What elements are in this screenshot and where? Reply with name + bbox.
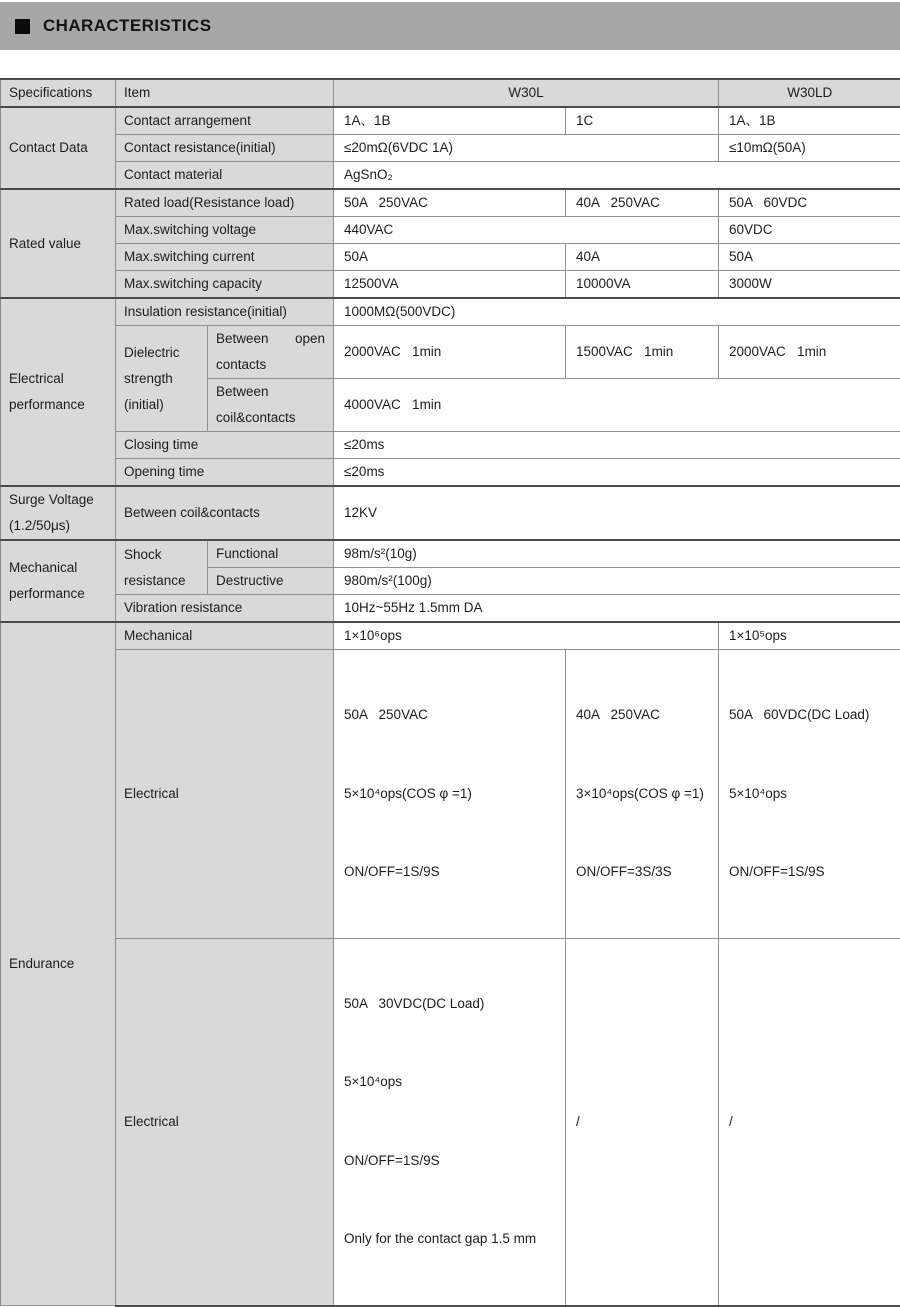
table-row [1, 326, 900, 379]
header-w30ld: W30LD [719, 79, 900, 107]
value-line: 5×10⁴ops [729, 781, 891, 808]
table-row [1, 595, 900, 623]
value-opening-time: ≤20ms [334, 459, 900, 487]
table-row [1, 189, 900, 217]
item-between-open-contacts: Between open contacts [208, 326, 334, 379]
value-resistance-w30l: ≤20mΩ(6VDC 1A) [334, 135, 719, 162]
item-opening-time: Opening time [116, 459, 334, 487]
section-title-bar [0, 2, 900, 50]
value-endurance-mechanical-w30ld: 1×10⁵ops [719, 622, 900, 650]
item-contact-arrangement: Contact arrangement [116, 107, 334, 135]
spec-group-endurance: Endurance [1, 622, 116, 1306]
value-open-contacts-w30l-a: 2000VAC 1min [334, 326, 566, 379]
table-row [1, 271, 900, 299]
value-endurance-mechanical-w30l: 1×10⁶ops [334, 622, 719, 650]
item-dielectric-strength: Dielectric strength (initial) [116, 326, 208, 432]
table-row [1, 622, 900, 650]
header-item: Item [116, 79, 334, 107]
table-row [1, 107, 900, 135]
value-shock-destructive: 980m/s²(100g) [334, 568, 900, 595]
spec-group-rated-value: Rated value [1, 189, 116, 298]
spec-group-surge-voltage: Surge Voltage (1.2/50μs) [1, 486, 116, 540]
table-row [1, 650, 900, 939]
table-row [1, 298, 900, 326]
black-square-icon [15, 19, 30, 34]
value-max-voltage-w30ld: 60VDC [719, 217, 900, 244]
item-endurance-electrical-dc: Electrical [116, 938, 334, 1306]
value-max-capacity-w30l-a: 12500VA [334, 271, 566, 299]
table-row [1, 432, 900, 459]
value-max-current-w30l-b: 40A [566, 244, 719, 271]
item-max-switching-capacity: Max.switching capacity [116, 271, 334, 299]
value-arrangement-w30l-a: 1A、1B [334, 107, 566, 135]
item-contact-resistance: Contact resistance(initial) [116, 135, 334, 162]
value-rated-load-w30ld: 50A 60VDC [719, 189, 900, 217]
value-line: 40A 250VAC [576, 702, 708, 729]
item-endurance-electrical-ac: Electrical [116, 650, 334, 939]
value-vibration-resistance: 10Hz~55Hz 1.5mm DA [334, 595, 900, 623]
value-endurance-ac-w30ld [719, 650, 900, 939]
value-contact-material: AgSnO₂ [334, 162, 900, 190]
value-rated-load-w30l-b: 40A 250VAC [566, 189, 719, 217]
value-max-capacity-w30ld: 3000W [719, 271, 900, 299]
item-contact-material: Contact material [116, 162, 334, 190]
value-endurance-dc-w30l-b: / [566, 938, 719, 1306]
item-rated-load: Rated load(Resistance load) [116, 189, 334, 217]
value-line: 50A 250VAC [344, 702, 555, 729]
table-row [1, 162, 900, 190]
item-surge-between-coil-contacts: Between coil&contacts [116, 486, 334, 540]
table-row [1, 540, 900, 568]
value-line: 5×10⁴ops(COS φ =1) [344, 781, 555, 808]
value-max-current-w30ld: 50A [719, 244, 900, 271]
value-closing-time: ≤20ms [334, 432, 900, 459]
value-line: ON/OFF=1S/9S [344, 859, 555, 886]
value-line: ON/OFF=1S/9S [729, 859, 891, 886]
value-line: 50A 30VDC(DC Load) [344, 991, 555, 1018]
characteristics-table [0, 78, 900, 1307]
item-endurance-mechanical: Mechanical [116, 622, 334, 650]
value-line: ON/OFF=1S/9S [344, 1148, 555, 1175]
value-line: Only for the contact gap 1.5 mm [344, 1226, 555, 1253]
item-shock-resistance: Shock resistance [116, 540, 208, 595]
value-line: 3×10⁴ops(COS φ =1) [576, 781, 708, 808]
value-surge-voltage: 12KV [334, 486, 900, 540]
value-coil-contacts: 4000VAC 1min [334, 379, 900, 432]
spec-group-contact-data: Contact Data [1, 107, 116, 189]
value-endurance-ac-w30l-b [566, 650, 719, 939]
header-specifications: Specifications [1, 79, 116, 107]
value-resistance-w30ld: ≤10mΩ(50A) [719, 135, 900, 162]
value-rated-load-w30l-a: 50A 250VAC [334, 189, 566, 217]
spec-group-electrical-performance: Electrical performance [1, 298, 116, 486]
item-max-switching-current: Max.switching current [116, 244, 334, 271]
table-row [1, 938, 900, 1306]
table-header-row [1, 79, 900, 107]
value-endurance-dc-w30ld: / [719, 938, 900, 1306]
value-endurance-dc-w30l-a [334, 938, 566, 1306]
item-shock-destructive: Destructive [208, 568, 334, 595]
value-open-contacts-w30l-b: 1500VAC 1min [566, 326, 719, 379]
value-arrangement-w30l-b: 1C [566, 107, 719, 135]
item-between-coil-contacts: Between coil&contacts [208, 379, 334, 432]
value-arrangement-w30ld: 1A、1B [719, 107, 900, 135]
value-line: 50A 60VDC(DC Load) [729, 702, 891, 729]
value-max-voltage-w30l: 440VAC [334, 217, 719, 244]
item-insulation-resistance: Insulation resistance(initial) [116, 298, 334, 326]
value-endurance-ac-w30l-a [334, 650, 566, 939]
table-row [1, 135, 900, 162]
table-row [1, 217, 900, 244]
value-open-contacts-w30ld: 2000VAC 1min [719, 326, 900, 379]
value-line: 5×10⁴ops [344, 1069, 555, 1096]
page-title: CHARACTERISTICS [43, 16, 211, 36]
spec-group-mechanical-performance: Mechanical performance [1, 540, 116, 622]
table-row [1, 459, 900, 487]
item-closing-time: Closing time [116, 432, 334, 459]
value-max-capacity-w30l-b: 10000VA [566, 271, 719, 299]
value-max-current-w30l-a: 50A [334, 244, 566, 271]
item-shock-functional: Functional [208, 540, 334, 568]
table-row [1, 244, 900, 271]
header-w30l: W30L [334, 79, 719, 107]
table-row [1, 486, 900, 540]
value-shock-functional: 98m/s²(10g) [334, 540, 900, 568]
item-max-switching-voltage: Max.switching voltage [116, 217, 334, 244]
value-line: ON/OFF=3S/3S [576, 859, 708, 886]
item-vibration-resistance: Vibration resistance [116, 595, 334, 623]
value-insulation-resistance: 1000MΩ(500VDC) [334, 298, 900, 326]
